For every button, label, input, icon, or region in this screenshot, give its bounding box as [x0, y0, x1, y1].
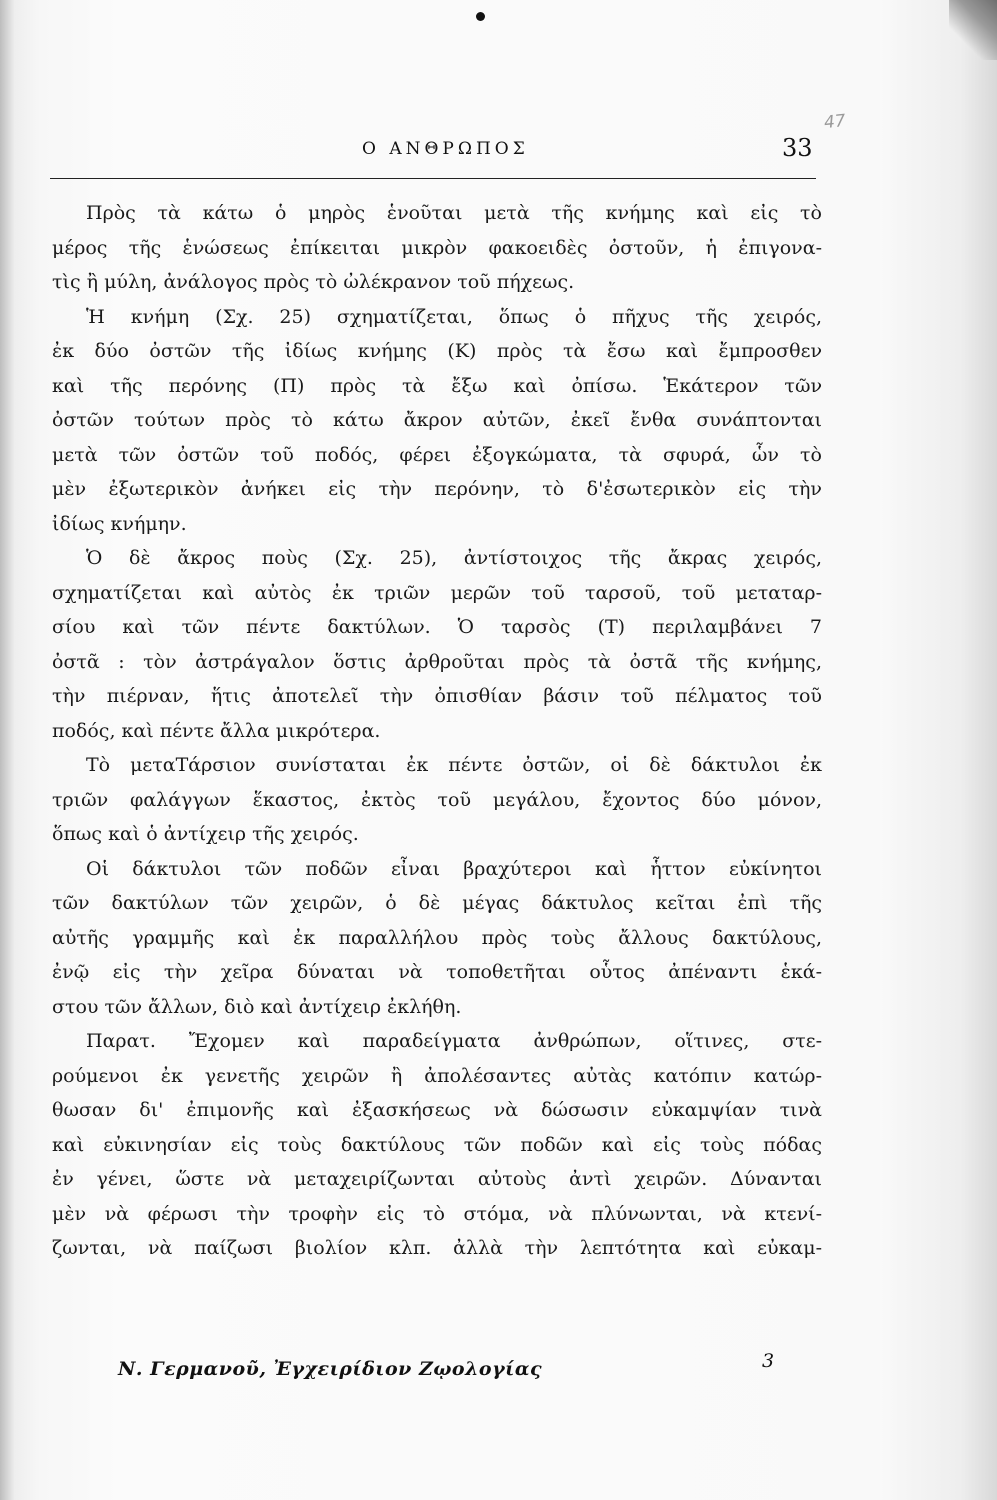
text-line: ὀστῶν τούτων πρὸς τὸ κάτω ἄκρον αὐτῶν, ἐκεῖ ἔνθα συνάπτονται: [52, 409, 822, 431]
text-line: καὶ εὐκινησίαν εἰς τοὺς δακτύλους τῶν ποδῶν καὶ εἰς τοὺς πόδας: [52, 1133, 822, 1156]
text-line: θωσαν δι' ἐπιμονῆς καὶ ἐξασκήσεως νὰ δώσωσιν εὐκαμψίαν τινὰ: [52, 1099, 822, 1121]
text-line: αὐτῆς γραμμῆς καὶ ἐκ παραλλήλου πρὸς τοὺς ἄλλους δακτύλους,: [52, 926, 822, 949]
text-line: Τὸ μεταTάρσιον συνίσταται ἐκ πέντε ὀστῶν, οἱ δὲ δάκτυλοι ἐκ: [86, 754, 822, 776]
text-line: ἐνῷ εἰς τὴν χεῖρα δύναται νὰ τοποθετῆται οὗτος ἀπέναντι ἑκά-: [52, 961, 822, 983]
text-line: Ἡ κνήμη (Σχ. 25) σχηματίζεται, ὅπως ὁ πῆχυς τῆς χειρός,: [86, 305, 822, 328]
text-line: μετὰ τῶν ὀστῶν τοῦ ποδός, φέρει ἐξογκώματα, τὰ σφυρά, ὧν τὸ: [52, 443, 822, 466]
text-line: ποδός, καὶ πέντε ἄλλα μικρότερα.: [52, 719, 381, 742]
text-line: ἐν γένει, ὥστε νὰ μεταχειρίζωνται αὐτοὺς ἀντὶ χειρῶν. Δύνανται: [52, 1168, 822, 1190]
text-line: Οἱ δάκτυλοι τῶν ποδῶν εἶναι βραχύτεροι καὶ ἧττον εὐκίνητοι: [86, 857, 822, 880]
text-line: ρούμενοι ἐκ γενετῆς χειρῶν ἢ ἀπολέσαντες αὐτὰς κατόπιν κατώρ-: [52, 1064, 822, 1087]
text-line: Ὁ δὲ ἄκρος ποὺς (Σχ. 25), ἀντίστοιχος τῆς ἄκρας χειρός,: [86, 547, 822, 569]
signature-mark: 3: [762, 1350, 775, 1372]
text-line: ὀστᾶ : τὸν ἀστράγαλον ὅστις ἀρθροῦται πρὸς τὰ ὀστᾶ τῆς κνήμης,: [52, 650, 822, 673]
footer-book-title: Ν. Γερμανοῦ, Ἐγχειρίδιον Ζῳολογίας: [118, 1358, 543, 1380]
ink-dot: [476, 12, 485, 21]
text-line: καὶ τῆς περόνης (Π) πρὸς τὰ ἔξω καὶ ὀπίσω. Ἑκάτερον τῶν: [52, 374, 822, 397]
text-line: μὲν ἐξωτερικὸν ἀνήκει εἰς τὴν περόνην, τὸ δ'ἐσωτερικὸν εἰς τὴν: [52, 478, 822, 500]
text-line: τὴν πιέρναν, ἥτις ἀποτελεῖ τὴν ὀπισθίαν βάσιν τοῦ πέλματος τοῦ: [52, 685, 822, 707]
text-line: σίου καὶ τῶν πέντε δακτύλων. Ὁ ταρσὸς (Τ) περιλαμβάνει 7: [52, 616, 822, 638]
text-line: Πρὸς τὰ κάτω ὁ μηρὸς ἑνοῦται μετὰ τῆς κνήμης καὶ εἰς τὸ: [86, 202, 822, 224]
header-rule: [50, 178, 816, 179]
text-line: στου τῶν ἄλλων, διὸ καὶ ἀντίχειρ ἐκλήθη.: [52, 995, 462, 1018]
text-line: ἰδίως κνήμην.: [52, 512, 187, 535]
page-binding-edge: [0, 0, 14, 1500]
text-line: τὶς ἢ μύλη, ἀνάλογος πρὸς τὸ ὠλέκρανον τοῦ πήχεως.: [52, 271, 575, 293]
text-line: τριῶν φαλάγγων ἕκαστος, ἐκτὸς τοῦ μεγάλου, ἔχοντος δύο μόνον,: [52, 788, 822, 811]
text-line: ζωνται, νὰ παίζωσι βιολίον κλπ. ἀλλὰ τὴν λεπτότητα καὶ εὐκαμ-: [52, 1237, 822, 1259]
text-line: μέρος τῆς ἑνώσεως ἐπίκειται μικρὸν φακοειδὲς ὀστοῦν, ἡ ἐπιγονα-: [52, 236, 822, 259]
body-text: [52, 196, 822, 1266]
text-line: σχηματίζεται καὶ αὐτὸς ἐκ τριῶν μερῶν τοῦ ταρσοῦ, τοῦ μεταταρ-: [52, 581, 822, 604]
page-number: 33: [782, 134, 813, 162]
page-corner-fold: [949, 0, 997, 60]
text-line: ὅπως καὶ ὁ ἀντίχειρ τῆς χειρός.: [52, 823, 359, 845]
running-head: Ο ΑΝΘΡΩΠΟΣ: [362, 139, 529, 159]
text-line: ἐκ δύο ὀστῶν τῆς ἰδίως κνήμης (Κ) πρὸς τὰ ἔσω καὶ ἔμπροσθεν: [52, 340, 822, 362]
text-line: μὲν νὰ φέρωσι τὴν τροφὴν εἰς τὸ στόμα, νὰ πλύνωνται, νὰ κτενί-: [52, 1202, 822, 1225]
text-line: τῶν δακτύλων τῶν χειρῶν, ὁ δὲ μέγας δάκτυλος κεῖται ἐπὶ τῆς: [52, 892, 822, 914]
text-line: Παρατ. Ἔχομεν καὶ παραδείγματα ἀνθρώπων, οἵτινες, στε-: [86, 1030, 822, 1052]
margin-pencil-note: 47: [823, 110, 847, 134]
